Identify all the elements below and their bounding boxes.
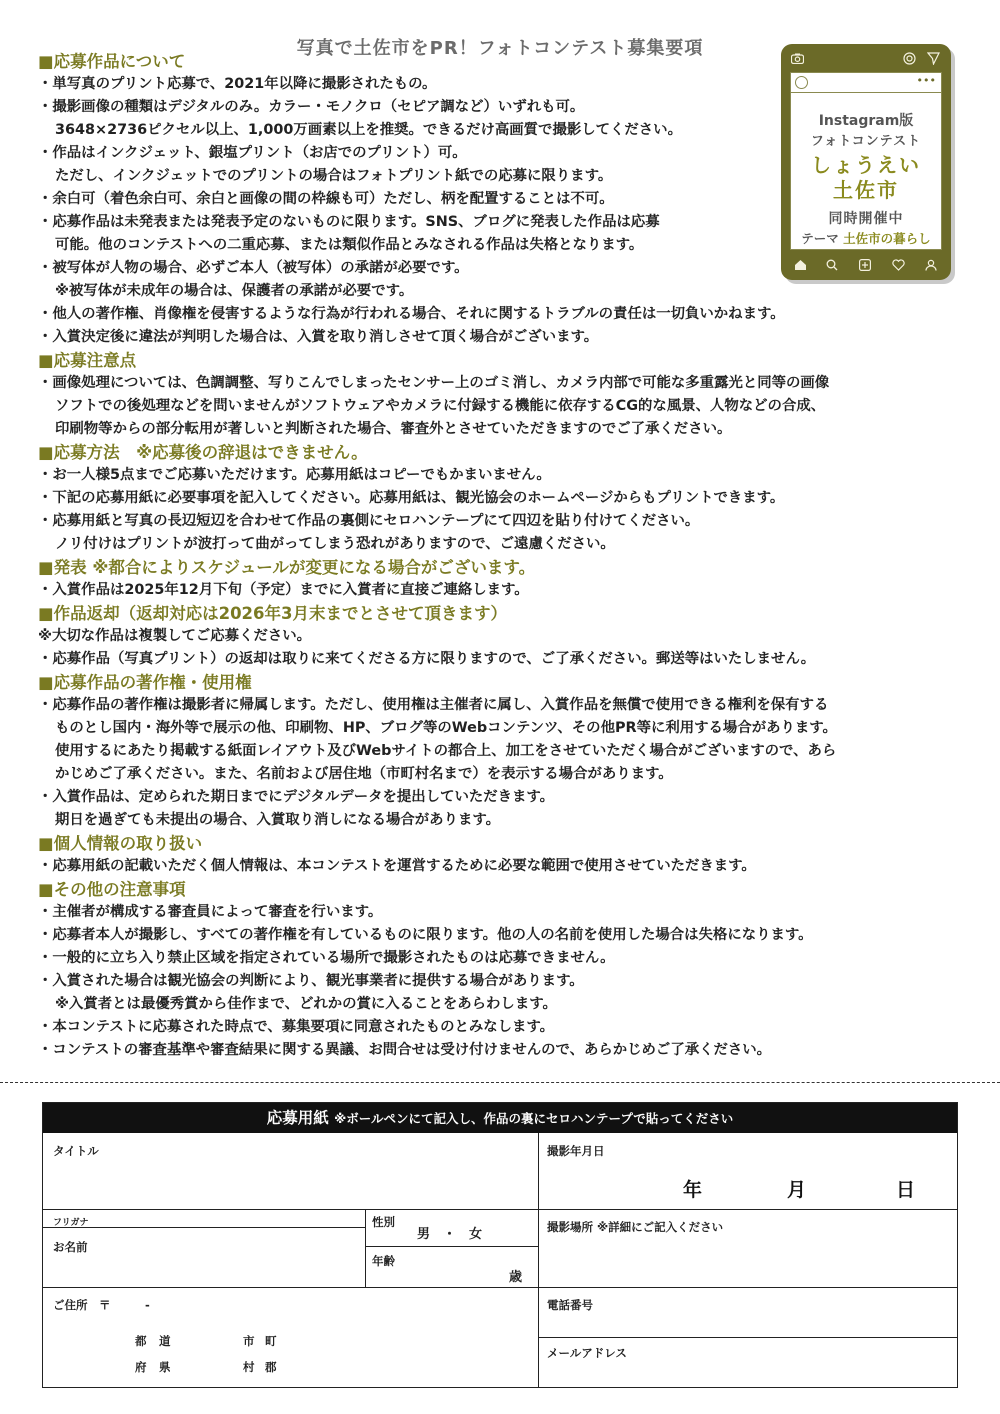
address-input[interactable] [183, 1293, 523, 1381]
divider [365, 1246, 538, 1247]
email-input[interactable] [547, 1361, 947, 1383]
year-label: 年 [683, 1179, 703, 1201]
email-label: メールアドレス [547, 1346, 627, 1360]
title-input[interactable] [53, 1161, 523, 1205]
guideline-line: ※大切な作品は複製してご応募ください。 [38, 628, 312, 644]
insta-line2: フォトコンテスト [810, 134, 922, 149]
guideline-line: 使用するにあたり掲載する紙面レイアウト及びWebサイトの都合上、加工をさせていただく場合がございますので、あら [55, 743, 837, 759]
guideline-line: ・撮影画像の種類はデジタルのみ。カラー・モノクロ（セピア調など）いずれも可。 [38, 99, 585, 115]
address-dou: 道 [159, 1334, 171, 1348]
guideline-line: ・応募者本人が撮影し、すべての著作権を有しているものに限ります。他の人の名前を使用した場合は失格になります。 [38, 927, 813, 943]
cut-line [0, 1082, 1000, 1083]
more-icon: ••• [916, 74, 936, 87]
name-label: お名前 [53, 1240, 88, 1254]
address-shi: 市 [243, 1334, 255, 1348]
guideline-line: ・画像処理については、色調調整、写りこんでしまったセンサー上のゴミ消し、カメラ内部で可能な多重露光と同等の画像 [38, 375, 830, 391]
section-heading: ■応募作品の著作権・使用権 [38, 673, 252, 692]
address-ken: 県 [159, 1360, 171, 1374]
divider [43, 1209, 957, 1210]
insta-theme [791, 229, 941, 247]
guideline-line: 可能。他のコンテストへの二重応募、または類似作品とみなされる作品は失格となります。 [55, 237, 644, 253]
guideline-line: 印刷物等からの部分転用が著しいと判断された場合、審査外とさせていただきますのでご了承ください。 [55, 421, 732, 437]
guideline-line: ・入賞作品は2025年12月下旬（予定）までに入賞者に直接ご連絡します。 [38, 582, 529, 598]
guideline-line: ・応募作品（写真プリント）の返却は取りに来てくださる方に限りますので、ご了承ください。郵送等はいたしません。 [38, 651, 816, 667]
guideline-line: ・入賞された場合は観光協会の判断により、観光事業者に提供する場合があります。 [38, 973, 584, 989]
section-heading: ■応募方法 ※応募後の辞退はできません。 [38, 443, 368, 462]
guideline-line: ・応募作品の著作権は撮影者に帰属します。ただし、使用権は主催者に属し、入賞作品を無償で使用できる権利を保有する [38, 697, 829, 713]
address-gun: 郡 [265, 1360, 277, 1374]
guideline-line: ※入賞者とは最優秀賞から佳作まで、どれかの賞に入ることをあらわします。 [55, 996, 557, 1012]
form-header [43, 1103, 957, 1133]
place-label: 撮影場所 ※詳細にご記入ください [547, 1220, 724, 1234]
form-header-title: 応募用紙 [266, 1109, 329, 1127]
guideline-line: ・主催者が構成する審査員によって審査を行います。 [38, 904, 383, 920]
section-heading: ■作品返却（返却対応は2026年3月末までとさせて頂きます） [38, 604, 507, 623]
guideline-line: ・応募用紙と写真の長辺短辺を合わせて作品の裏側にセロハンテープにて四辺を貼り付けてください。 [38, 513, 700, 529]
post-header-bar [791, 73, 941, 93]
insta-line4: 土佐市 [833, 178, 899, 202]
insta-line3: しょうえい [811, 153, 921, 177]
guideline-line: ノリ付けはプリントが波打って曲がってしまう恐れがありますので、ご遠慮ください。 [55, 536, 615, 552]
gender-options[interactable]: 男 ・ 女 [417, 1227, 483, 1242]
divider [538, 1133, 539, 1387]
insta-theme-value: 土佐市の暮らし [843, 231, 931, 246]
home-icon [794, 259, 807, 273]
divider [365, 1209, 366, 1287]
guideline-line: ・コンテストの審査基準や審査結果に関する異議、お問合せは受け付けませんので、あらかじめご了承ください。 [38, 1042, 772, 1058]
insta-line5: 同時開催中 [828, 211, 904, 227]
guideline-line: ・入賞決定後に違法が判明した場合は、入賞を取り消しさせて頂く場合がございます。 [38, 329, 599, 345]
profile-icon [925, 259, 937, 273]
age-unit: 歳 [509, 1270, 523, 1285]
guideline-line: 期日を過ぎても未提出の場合、入賞取り消しになる場合があります。 [55, 812, 500, 828]
guideline-line: ・入賞作品は、定められた期日までにデジタルデータを提出していただきます。 [38, 789, 555, 805]
section-heading: ■発表 ※都合によりスケジュールが変更になる場合がございます。 [38, 558, 536, 577]
phone-top-bar [781, 44, 951, 72]
form-header-note: ※ボールペンにて記入し、作品の裏にセロハンテープで貼ってください [334, 1111, 734, 1126]
divider [538, 1337, 957, 1338]
guideline-line: ・作品はインクジェット、銀塩プリント（お店でのプリント）可。 [38, 145, 467, 161]
gender-label: 性別 [372, 1215, 395, 1229]
send-icon [927, 52, 940, 67]
section-heading: ■個人情報の取り扱い [38, 834, 203, 853]
camera-icon [791, 53, 804, 66]
address-to: 都 [135, 1334, 147, 1348]
guideline-line: かじめご了承ください。また、名前および居住地（市町村名まで）を表示する場合があります。 [55, 766, 673, 782]
address-label: ご住所 〒 - [53, 1298, 150, 1312]
guideline-line: ・被写体が人物の場合、必ずご本人（被写体）の承諾が必要です。 [38, 260, 469, 276]
profile-circle-icon [795, 76, 808, 89]
entry-form [42, 1102, 958, 1388]
phone-screen [790, 72, 942, 250]
address-machi: 町 [265, 1334, 277, 1348]
section-heading: ■応募作品について [38, 52, 186, 71]
phone-input[interactable] [547, 1313, 947, 1333]
address-fu: 府 [135, 1360, 147, 1374]
insta-line1: Instagram版 [818, 113, 914, 129]
heart-icon [892, 259, 905, 273]
add-post-icon [859, 259, 871, 273]
divider [43, 1227, 365, 1228]
place-input[interactable] [547, 1237, 947, 1283]
section-heading: ■応募注意点 [38, 351, 137, 370]
title-label: タイトル [53, 1144, 99, 1158]
guideline-line: ・本コンテストに応募された時点で、募集要項に同意されたものとみなします。 [38, 1019, 555, 1035]
day-label: 日 [896, 1179, 916, 1201]
guideline-line: ・余白可（着色余白可、余白と画像の間の枠線も可）ただし、柄を配置することは不可。 [38, 191, 614, 207]
guideline-line: ・下記の応募用紙に必要事項を記入してください。応募用紙は、観光協会のホームページからもプリントできます。 [38, 490, 785, 506]
name-input[interactable] [113, 1233, 353, 1279]
furigana-label: フリガナ [53, 1218, 89, 1228]
month-label: 月 [787, 1179, 807, 1201]
guideline-line: ・一般的に立ち入り禁止区域を指定されている場所で撮影されたものは応募できません。 [38, 950, 615, 966]
age-label: 年齢 [372, 1254, 395, 1268]
guideline-line: ・お一人様5点までご応募いただけます。応募用紙はコピーでもかまいません。 [38, 467, 551, 483]
insta-theme-label: テーマ [801, 231, 839, 246]
page-title: 写真で土佐市をPR！フォトコンテスト募集要項 [296, 38, 704, 59]
search-icon [826, 259, 838, 273]
guideline-line: ものとし国内・海外等で展示の他、印刷物、HP、ブログ等のWebコンテンツ、その他PR等に利用する場合があります。 [55, 720, 837, 736]
date-label: 撮影年月日 [547, 1144, 605, 1158]
guideline-line: ・応募作品は未発表または発表予定のないものに限ります。SNS、ブログに発表した作品は応募 [38, 214, 660, 230]
address-mura: 村 [243, 1360, 255, 1374]
guideline-line: ソフトでの後処理などを問いませんがソフトウェアやカメラに付録する機能に依存するCG的な風景、人物などの合成、 [55, 398, 826, 414]
instagram-promo-card [781, 44, 951, 280]
guideline-line: ※被写体が未成年の場合は、保護者の承諾が必要です。 [55, 283, 414, 299]
guideline-line: ・他人の著作権、肖像権を侵害するような行為が行われる場合、それに関するトラブルの責任は一切負いかねます。 [38, 306, 785, 322]
target-icon [903, 52, 916, 67]
phone-label: 電話番号 [547, 1298, 593, 1312]
guideline-line: ・応募用紙の記載いただく個人情報は、本コンテストを運営するために必要な範囲で使用させていただきます。 [38, 858, 756, 874]
phone-bottom-bar [781, 250, 951, 280]
guideline-line: 3648×2736ピクセル以上、1,000万画素以上を推奨。できるだけ高画質で撮影してください。 [55, 122, 682, 138]
guideline-line: ・単写真のプリント応募で、2021年以降に撮影されたもの。 [38, 76, 437, 92]
section-heading: ■その他の注意事項 [38, 880, 186, 899]
guideline-line: ただし、インクジェットでのプリントの場合はフォトプリント紙での応募に限ります。 [55, 168, 613, 184]
divider [43, 1287, 957, 1288]
